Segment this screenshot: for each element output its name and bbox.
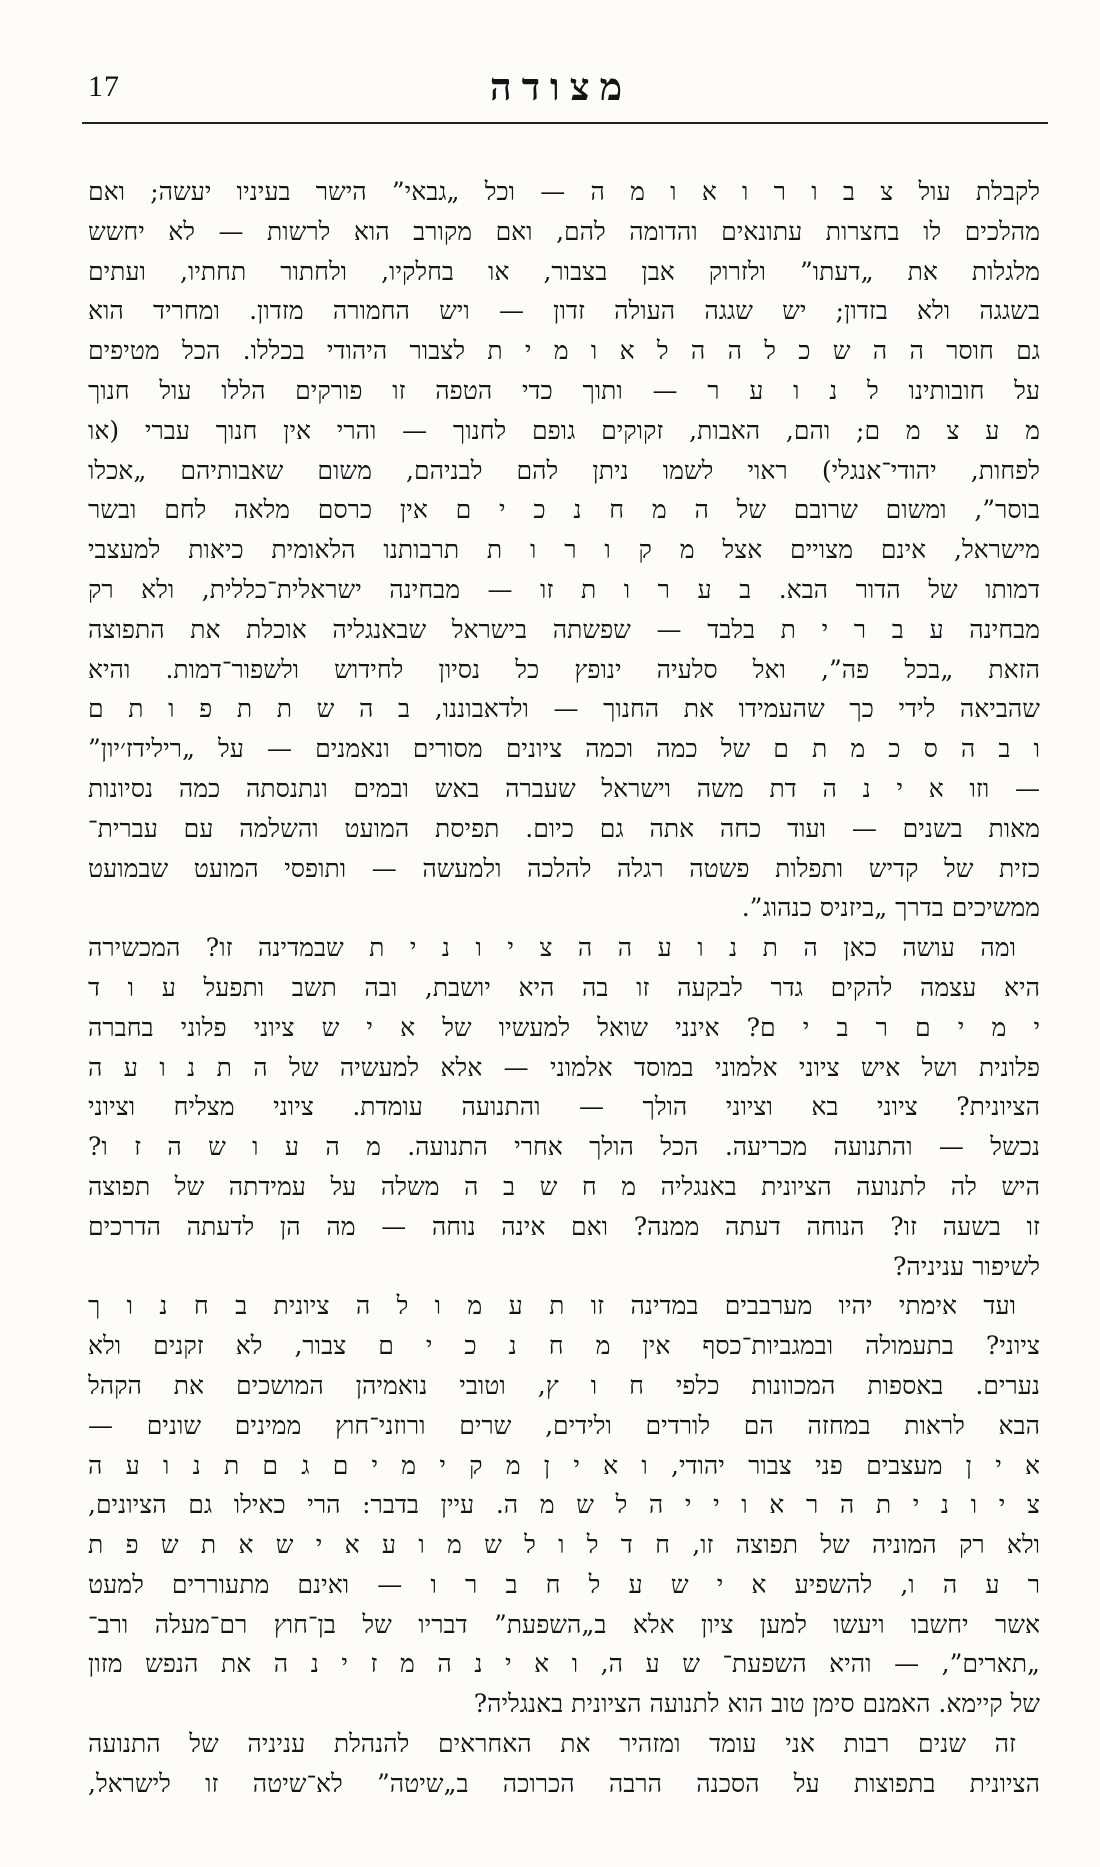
text-line: י מ י ם ר ב י ם? אינני שואל למעשיו של א י ש ציוני פלוני בחברה xyxy=(88,1012,1040,1042)
text-line: זו בשעה זו? הנוחה דעתה ממנה? ואם אינה נוחה — מה הן לדעתה הדרכים xyxy=(88,1211,1040,1241)
text-line: ר ע ה ו, להשפיע א י ש ע ל ח ב ר ו — ואינם מתעוררים למעט xyxy=(88,1569,1040,1599)
text-line: א י ן מעצבים פני צבור יהודי, ו א י ן מ ק י מ י ם ג ם ת נ ו ע ה xyxy=(88,1450,1040,1480)
text-line: שהביאה לידי כך שהעמידו את החנוך — ולדאבוננו, ב ה ש ת ת פ ו ת ם xyxy=(88,694,1040,724)
text-line: ו ב ה ס כ מ ת ם של כמה וכמה ציונים מסורים ונאמנים — על „רילידז׳יון” xyxy=(88,734,1040,764)
page-number: 17 xyxy=(88,70,120,103)
text-line: אשר יחשבו ויעשו למען ציון אלא ב„השפעת” דבריו של בן־חוץ רם־מעלה ורב־ xyxy=(88,1609,1040,1639)
body-text xyxy=(88,172,1040,1804)
text-line: מ ע צ מ ם; והם, האבות, זקוקים גופם לחנוך — והרי אין חנוך עברי (או xyxy=(88,415,1040,445)
text-line: מבחינה ע ב ר י ת בלבד — שפשתה בישראל שבאנגליה אוכלת את התפוצה xyxy=(88,614,1040,644)
text-line: לקבלת עול צ ב ו ר ו א ו מ ה — וכל „גבאי” הישר בעיניו יעשה; ואם xyxy=(88,177,1040,206)
paragraph-start-line: ומה עושה כאן ה ת נ ו ע ה ה צ י ו נ י ת שבמדינה זו? המכשירה xyxy=(88,933,1016,963)
text-line: גם חוסר ה ה ש כ ל ה ה ל א ו מ י ת לצבור היהודי בכללו. הכל מטיפים xyxy=(88,336,1040,366)
text-line: הבא לראות במחזה הם לורדים ולידים, שרים ורוזני־חוץ ממינים שונים — xyxy=(88,1410,1040,1440)
text-line: „תארים”, — והיא השפעת־ ש ע ה, ו א י נ ה מ ז י נ ה את הנפש מזון xyxy=(88,1649,1040,1679)
text-line: על חובותינו ל נ ו ע ר — ותוך כדי הטפה זו פורקים הללו עול חנוך xyxy=(88,375,1040,405)
text-line: נערים. באספות המכוונות כלפי ח ו ץ, וטובי נואמיהן המושכים את הקהל xyxy=(88,1370,1040,1400)
text-line: בוסר”, ומשום שרובם של ה מ ח נ כ י ם אין כרסם מלאה לחם ובשר xyxy=(88,495,1040,525)
header-rule xyxy=(82,122,1048,124)
text-line: מאות בשנים — ועוד כחה אתה גם כיום. תפיסת המועט והשלמה עם עברית־ xyxy=(88,813,1040,843)
text-line: נכשל — והתנועה מכריעה. הכל הולך אחרי התנועה. מ ה ע ו ש ה ז ו? xyxy=(88,1132,1040,1162)
text-line: הזאת „בכל פה”, ואל סלעיה ינופץ כל נסיון לחידוש ולשפור־דמות. והיא xyxy=(88,654,1040,684)
text-line: דמותו של הדור הבא. ב ע ר ו ת זו — מבחינה ישראלית־כללית, ולא רק xyxy=(88,574,1040,604)
text-line: — וזו א י נ ה דת משה וישראל שעברה באש ובמים ונתנסתה כמה נסיונות xyxy=(88,773,1040,803)
text-line: ולא רק המוניה של תפוצה זו, ח ד ל ו ל ש מ ו ע א י ש א ת ש פ ת xyxy=(88,1530,1040,1560)
text-line: פלונית ושל איש ציוני אלמוני במוסד אלמוני — אלא למעשיה של ה ת נ ו ע ה xyxy=(88,1052,1040,1082)
paragraph-start-line: זה שנים רבות אני עומד ומזהיר את האחראים להנהלת עניניה של התנועה xyxy=(88,1729,1016,1759)
text-line: ציוני? בתעמולה ובמגביות־כסף אין מ ח נ כ י ם צבור, לא זקנים ולא xyxy=(88,1331,1040,1361)
text-line: צ י ו נ י ת ה ר א ו י י ה ל ש מ ה. עיין בדבר: הרי כאילו גם הציונים, xyxy=(88,1490,1040,1520)
text-line: היא עצמה להקים גדר לבקעה זו בה היא יושבת, ובה תשב ותפעל ע ו ד xyxy=(88,972,1040,1002)
running-title: מצודה xyxy=(489,67,633,109)
text-line: בשגגה ולא בזדון; יש שגגה העולה זדון — ויש החמורה מזדון. ומחריד הוא xyxy=(88,296,1040,326)
text-line: הציונית בתפוצות על הסכנה הרבה הכרוכה ב„שיטה” לא־שיטה זו לישראל, xyxy=(88,1768,1040,1798)
text-line: כזית של קדיש ותפלות פשטה רגלה להלכה ולמעשה — ותופסי המועט שבמועט xyxy=(88,853,1040,883)
text-line: היש לה לתנועה הציונית באנגליה מ ח ש ב ה משלה על עמידתה של תפוצה xyxy=(88,1171,1040,1201)
text-line: מישראל, אינם מצויים אצל מ ק ו ר ו ת תרבותנו הלאומית כיאות למעצבי xyxy=(88,535,1040,565)
text-line: מלגלות את „דעתו” ולזרוק אבן בצבור, או בחלקיו, ולחתור תחתיו, ועתים xyxy=(88,256,1040,286)
text-line: לפחות, יהודי־אנגלי) ראוי לשמו ניתן להם לבניהם, משום שאבותיהם „אכלו xyxy=(88,455,1040,485)
text-line: הציונית? ציוני בא וציוני הולך — והתנועה עומדת. ציוני מצליח וציוני xyxy=(88,1092,1040,1122)
paragraph-start-line: ועד אימתי יהיו מערבבים במדינה זו ת ע מ ו ל ה ציונית ב ח נ ו ך xyxy=(88,1291,1016,1321)
paragraph-end-line: של קיימא. האמנם סימן טוב הוא לתנועה הציונית באנגליה? xyxy=(473,1689,1040,1719)
text-line: מהלכים לו בחצרות עתונאים והדומה להם, ואם מקורב הוא לרשות — לא יחשש xyxy=(88,216,1040,246)
page-header xyxy=(82,60,1040,124)
paragraph-end-line: ממשיכים בדרך „ביזניס כנהוג”. xyxy=(741,893,1040,923)
paragraph-end-line: לשיפור עניניה? xyxy=(893,1251,1040,1281)
